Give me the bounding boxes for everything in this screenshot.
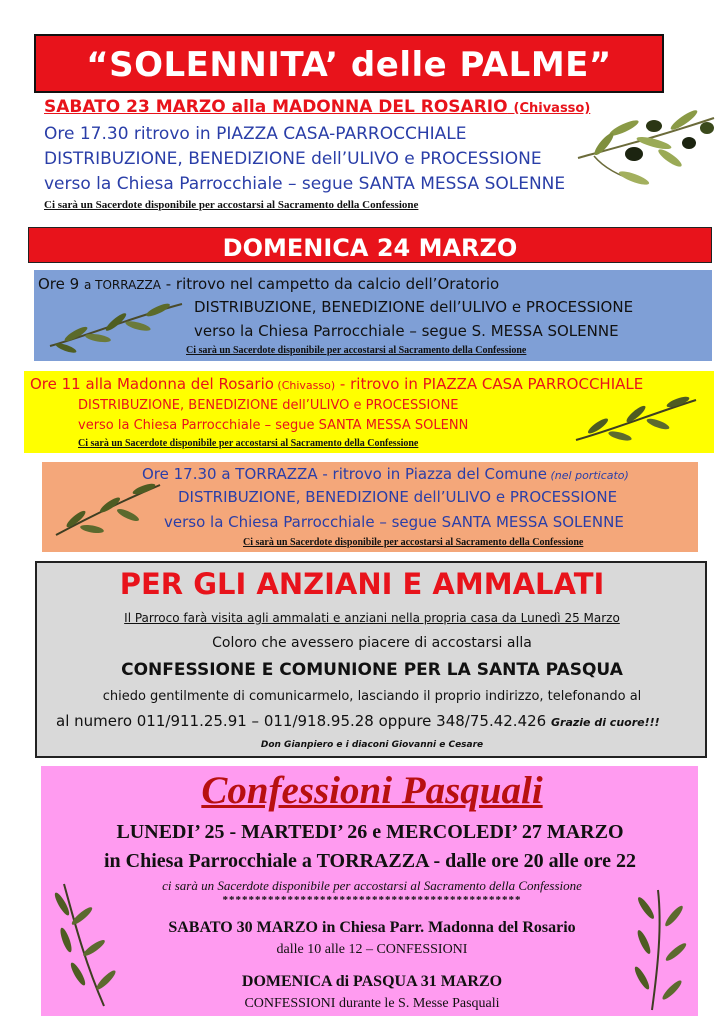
olive-branch-icon xyxy=(572,390,700,452)
blue-confession-note: Ci sarà un Sacerdote disponibile per accostarsi al Sacramento della Confessione xyxy=(186,345,527,356)
olive-branch-icon xyxy=(44,880,124,1010)
confessions-heading: Confessioni Pasquali xyxy=(201,769,543,812)
blue-line-1-place: a TORRAZZA xyxy=(83,278,161,292)
easter-confessions-detail: CONFESSIONI durante le S. Messe Pasquali xyxy=(244,996,500,1011)
title-banner xyxy=(34,34,664,93)
saturday-line-3: verso la Chiesa Parrocchiale – segue SANTA MESSA SOLENNE xyxy=(44,174,566,194)
confessions-divider: ********************************************** xyxy=(222,894,522,906)
easter-confessions-heading: DOMENICA di PASQUA 31 MARZO xyxy=(241,973,503,990)
saturday-heading-main: SABATO 23 MARZO alla MADONNA DEL ROSARIO xyxy=(44,97,508,117)
yellow-line-3: verso la Chiesa Parrocchiale – segue SANTA MESSA SOLENN xyxy=(78,418,469,433)
peach-line-1 xyxy=(142,467,629,482)
blue-line-3: verso la Chiesa Parrocchiale – segue S. MESSA SOLENNE xyxy=(194,322,619,340)
peach-line-1-main: Ore 17.30 a TORRAZZA - ritrovo in Piazza del Comune xyxy=(142,465,548,483)
elderly-thanks: Grazie di cuore!!! xyxy=(550,716,660,729)
saturday-line-1: Ore 17.30 ritrovo in PIAZZA CASA-PARROCCHIALE xyxy=(44,124,467,144)
yellow-line-1 xyxy=(30,377,643,392)
saturday-heading xyxy=(44,99,590,116)
confessions-note: ci sarà un Sacerdote disponibile per accostarsi al Sacramento della Confessione xyxy=(162,878,582,893)
elderly-line-1: Il Parroco farà visita agli ammalati e anziani nella propria casa da Lunedì 25 Marzo xyxy=(124,611,620,625)
blue-line-1-rest: - ritrovo nel campetto da calcio dell’Oratorio xyxy=(160,275,500,293)
elderly-line-2: Coloro che avessero piacere di accostarsi alla xyxy=(212,635,532,651)
elderly-line-5 xyxy=(56,714,660,729)
peach-line-1-note: (nel porticato) xyxy=(547,469,629,482)
peach-line-2: DISTRIBUZIONE, BENEDIZIONE dell’ULIVO e PROCESSIONE xyxy=(178,488,618,506)
saturday-line-2: DISTRIBUZIONE, BENEDIZIONE dell’ULIVO e PROCESSIONE xyxy=(44,149,542,169)
yellow-line-1-place: (Chivasso) xyxy=(273,379,336,392)
peach-confession-note: Ci sarà un Sacerdote disponibile per accostarsi al Sacramento della Confessione xyxy=(243,537,584,548)
olive-branch-icon xyxy=(622,886,698,1014)
blue-line-2: DISTRIBUZIONE, BENEDIZIONE dell’ULIVO e PROCESSIONE xyxy=(194,298,634,316)
confessions-place: in Chiesa Parrocchiale a TORRAZZA - dalle ore 20 alle ore 22 xyxy=(103,850,636,872)
saturday-heading-place: (Chivasso) xyxy=(513,101,591,116)
olive-branch-icon xyxy=(46,296,186,356)
saturday-confessions-heading: SABATO 30 MARZO in Chiesa Parr. Madonna del Rosario xyxy=(168,919,576,936)
elderly-signature: Don Gianpiero e i diaconi Giovanni e Cesare xyxy=(260,740,484,750)
confessions-days: LUNEDI’ 25 - MARTEDI’ 26 e MERCOLEDI’ 27 MARZO xyxy=(116,821,624,843)
yellow-confession-note: Ci sarà un Sacerdote disponibile per accostarsi al Sacramento della Confessione xyxy=(78,438,419,449)
sunday-banner xyxy=(28,227,712,263)
saturday-confessions-detail: dalle 10 alle 12 – CONFESSIONI xyxy=(276,942,468,957)
sunday-heading: DOMENICA 24 MARZO xyxy=(222,234,518,262)
blue-line-1-time: Ore 9 xyxy=(38,275,80,293)
yellow-line-1-time: Ore 11 alla Madonna del Rosario xyxy=(30,375,274,393)
peach-line-3: verso la Chiesa Parrocchiale – segue SANTA MESSA SOLENNE xyxy=(164,513,624,531)
saturday-confession-note: Ci sarà un Sacerdote disponibile per accostarsi al Sacramento della Confessione xyxy=(44,199,419,211)
olive-branch-icon xyxy=(52,475,164,545)
elderly-line-4: chiedo gentilmente di comunicarmelo, lasciando il proprio indirizzo, telefonando al xyxy=(102,689,642,704)
elderly-phone-numbers: al numero 011/911.25.91 – 011/918.95.28 oppure 348/75.42.426 xyxy=(56,712,547,730)
olive-branch-icon xyxy=(574,98,720,208)
elderly-line-3: CONFESSIONE E COMUNIONE PER LA SANTA PASQUA xyxy=(121,660,623,680)
yellow-line-1-rest: - ritrovo in PIAZZA CASA PARROCCHIALE xyxy=(335,375,644,393)
elderly-heading: PER GLI ANZIANI E AMMALATI xyxy=(119,567,605,601)
page-title: “SOLENNITA’ delle PALME” xyxy=(86,45,612,85)
yellow-line-2: DISTRIBUZIONE, BENEDIZIONE dell’ULIVO e PROCESSIONE xyxy=(78,398,459,413)
blue-line-1 xyxy=(38,277,499,292)
